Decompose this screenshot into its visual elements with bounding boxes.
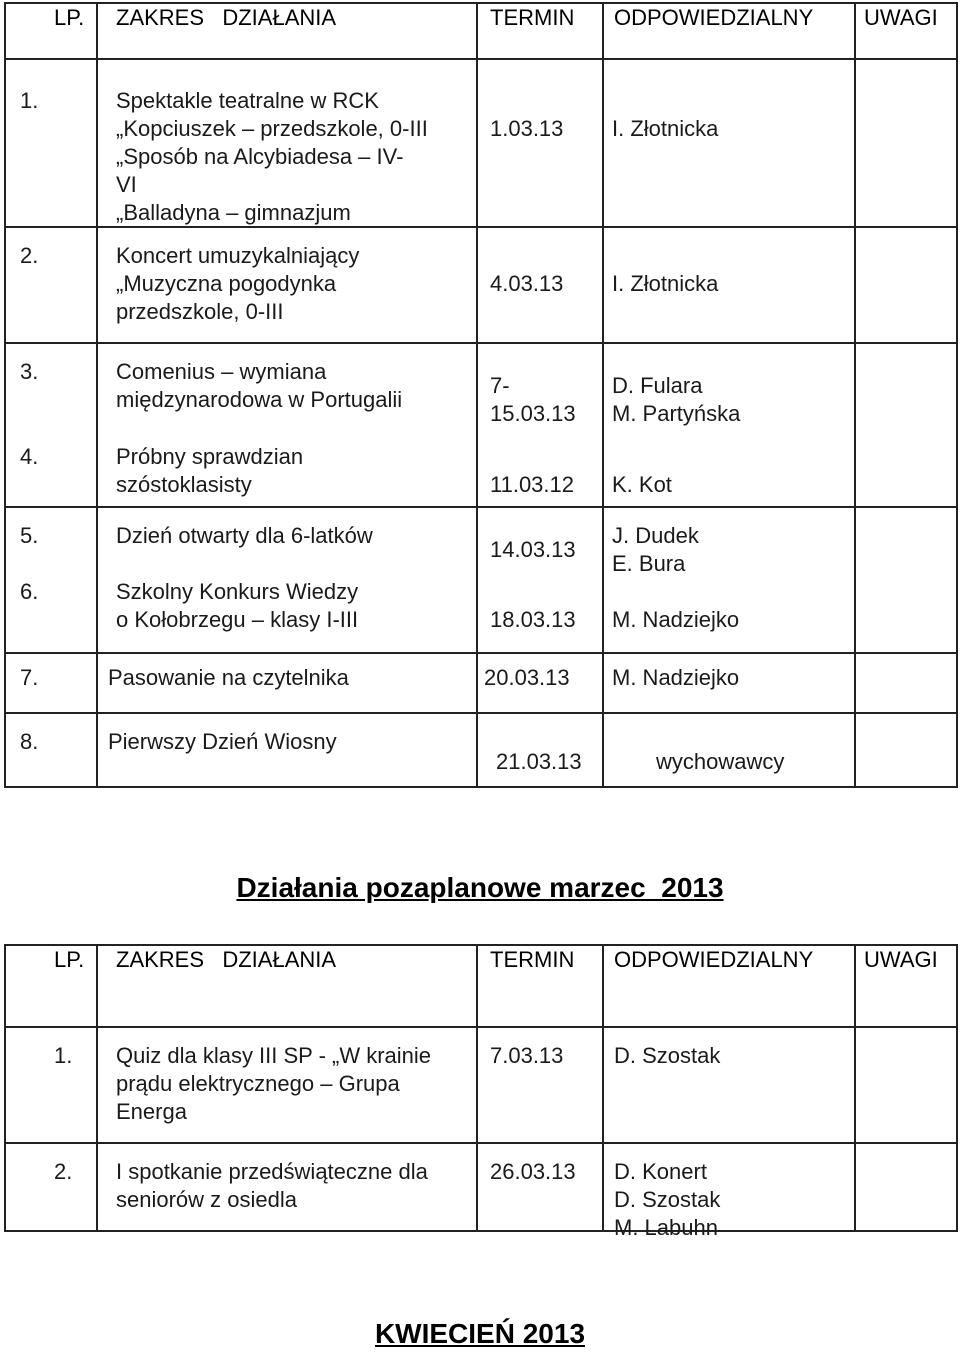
row-zakres-cell: Spektakle teatralne w RCK „Kopciuszek – przedszkole, 0-III „Sposób na Alcybiadesa – IV- VI „Balladyna – gimnazjum — [97, 59, 477, 227]
row-lp-cell: 7. — [5, 653, 97, 713]
col-header-zakres: ZAKRES DZIAŁANIA — [97, 945, 477, 1027]
row-odp-cell: D. Szostak — [603, 1027, 855, 1143]
table-row — [5, 713, 957, 787]
table-row — [5, 507, 957, 653]
table-header-row — [5, 3, 957, 59]
row-zakres-cell: Dzień otwarty dla 6-latków Szkolny Konkurs Wiedzy o Kołobrzegu – klasy I-III — [97, 507, 477, 653]
row-odp-cell: D. Fulara M. Partyńska K. Kot — [603, 343, 855, 507]
row-zakres-cell: Quiz dla klasy III SP - „W krainie prądu elektrycznego – Grupa Energa — [97, 1027, 477, 1143]
col-header-uwagi: UWAGI — [855, 3, 957, 59]
row-uwagi-cell — [855, 1143, 957, 1231]
col-header-lp: LP. — [5, 945, 97, 1027]
row-uwagi-cell — [855, 713, 957, 787]
row-termin-cell: 14.03.13 18.03.13 — [477, 507, 603, 653]
row-termin-cell: 20.03.13 — [477, 653, 603, 713]
row-lp-cell: 1. — [5, 59, 97, 227]
row-termin-cell: 26.03.13 — [477, 1143, 603, 1231]
row-uwagi-cell — [855, 1027, 957, 1143]
col-header-zakres: ZAKRES DZIAŁANIA — [97, 3, 477, 59]
row-termin-cell: 7.03.13 — [477, 1027, 603, 1143]
row-uwagi-cell — [855, 343, 957, 507]
row-lp-cell: 2. — [5, 1143, 97, 1231]
col-header-termin: TERMIN — [477, 945, 603, 1027]
section-heading-kwiecien: KWIECIEŃ 2013 — [374, 1318, 586, 1349]
row-lp-cell: 8. — [5, 713, 97, 787]
row-termin-cell: 4.03.13 — [477, 227, 603, 343]
col-header-odpowiedzialny: ODPOWIEDZIALNY — [603, 3, 855, 59]
row-zakres-cell: Pasowanie na czytelnika — [97, 653, 477, 713]
row-odp-cell: wychowawcy — [603, 713, 855, 787]
row-zakres-cell: I spotkanie przedświąteczne dla seniorów z osiedla — [97, 1143, 477, 1231]
plan-table-march — [4, 2, 958, 788]
col-header-lp: LP. — [5, 3, 97, 59]
row-uwagi-cell — [855, 227, 957, 343]
table-row — [5, 1027, 957, 1143]
table-row — [5, 59, 957, 227]
row-odp-cell: I. Złotnicka — [603, 59, 855, 227]
row-odp-cell: J. Dudek E. Bura M. Nadziejko — [603, 507, 855, 653]
row-odp-cell: I. Złotnicka — [603, 227, 855, 343]
row-zakres-cell: Koncert umuzykalniający „Muzyczna pogodynka przedszkole, 0-III — [97, 227, 477, 343]
row-lp-cell: 2. — [5, 227, 97, 343]
row-odp-cell: D. Konert D. Szostak M. Labuhn — [603, 1143, 855, 1231]
plan-table-extra — [4, 944, 958, 1240]
row-lp-cell: 3. 4. — [5, 343, 97, 507]
row-zakres-cell: Comenius – wymiana międzynarodowa w Portugalii Próbny sprawdzian szóstoklasisty — [97, 343, 477, 507]
col-header-odpowiedzialny: ODPOWIEDZIALNY — [603, 945, 855, 1027]
row-termin-cell: 7- 15.03.13 11.03.12 — [477, 343, 603, 507]
row-zakres-cell: Pierwszy Dzień Wiosny — [97, 713, 477, 787]
section-heading-pozaplanowe: Działania pozaplanowe marzec 2013 — [236, 872, 724, 903]
table-row — [5, 227, 957, 343]
row-lp-cell: 5. 6. — [5, 507, 97, 653]
row-uwagi-cell — [855, 59, 957, 227]
row-lp-cell: 1. — [5, 1027, 97, 1143]
row-odp-cell: M. Nadziejko — [603, 653, 855, 713]
table-row — [5, 653, 957, 713]
table-row — [5, 343, 957, 507]
row-uwagi-cell — [855, 507, 957, 653]
table-header-row — [5, 945, 957, 1027]
col-header-uwagi: UWAGI — [855, 945, 957, 1027]
col-header-termin: TERMIN — [477, 3, 603, 59]
row-termin-cell: 1.03.13 — [477, 59, 603, 227]
row-termin-cell: 21.03.13 — [477, 713, 603, 787]
row-uwagi-cell — [855, 653, 957, 713]
table-row — [5, 1143, 957, 1231]
